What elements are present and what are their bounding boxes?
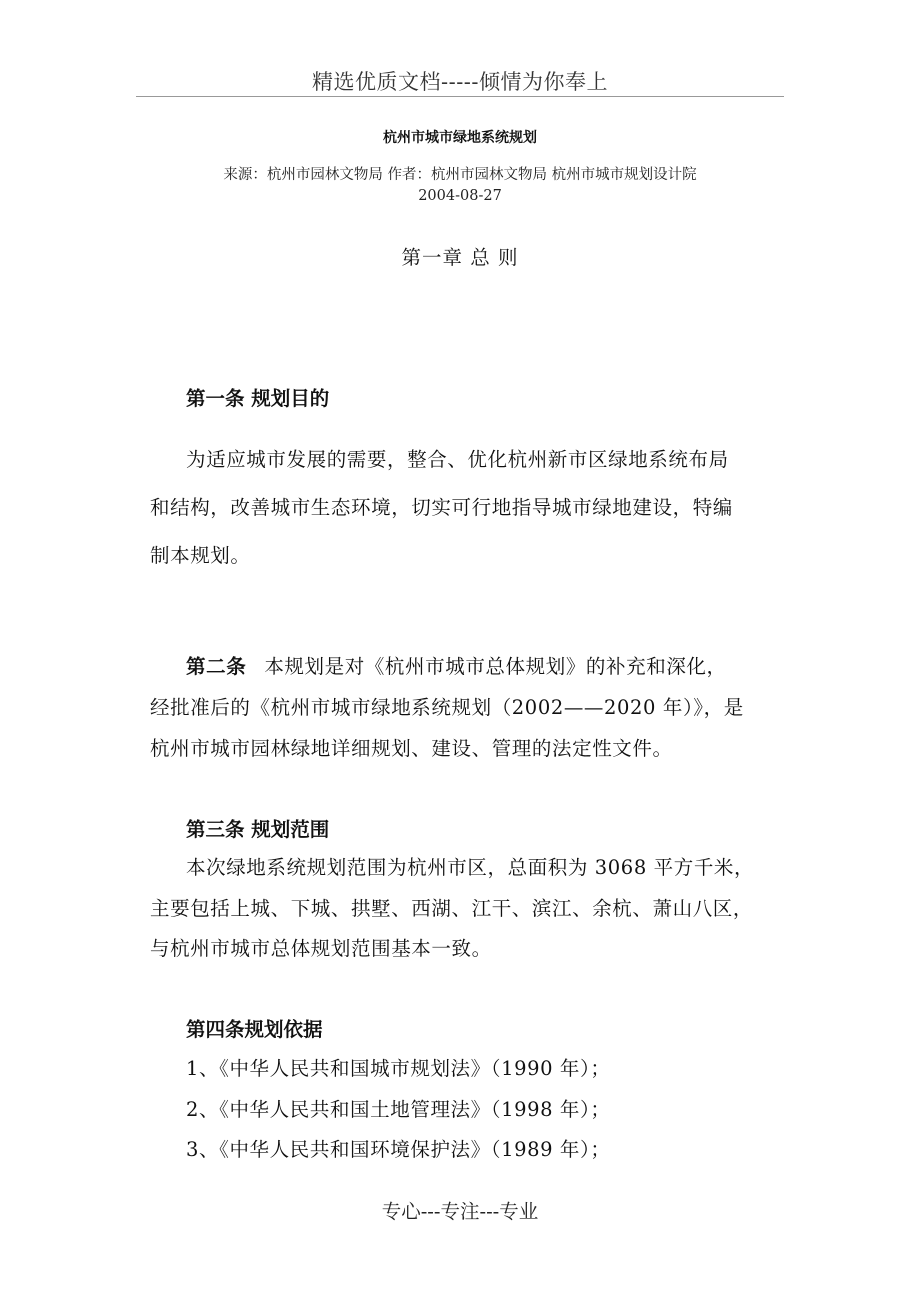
law-list-item: 1、《中华人民共和国城市规划法》（1990 年）；: [186, 1057, 611, 1080]
article-1-heading: 第一条 规划目的: [186, 387, 330, 410]
article-2-first-line: [186, 651, 727, 679]
page-footer-text: 专心---专注---专业: [381, 1200, 539, 1223]
page-header-text: 精选优质文档-----倾情为你奉上: [312, 70, 608, 94]
document-source-author: 来源：杭州市园林文物局 作者：杭州市园林文物局 杭州市城市规划设计院: [223, 167, 697, 183]
header-divider: [136, 96, 784, 97]
article-4-heading: 第四条规划依据: [186, 1018, 323, 1041]
article-2-line: 经批准后的《杭州市城市绿地系统规划（2002——2020 年）》，是: [150, 696, 744, 719]
law-list-item: 3、《中华人民共和国环境保护法》（1989 年）；: [186, 1138, 611, 1161]
article-2-label: 第二条: [186, 655, 247, 678]
article-3-line: 主要包括上城、下城、拱墅、西湖、江干、滨江、余杭、萧山八区，: [150, 897, 754, 920]
document-title: 杭州市城市绿地系统规划: [383, 130, 537, 146]
article-2-line: 杭州市城市园林绿地详细规划、建设、管理的法定性文件。: [150, 737, 673, 760]
article-1-line: 为适应城市发展的需要，整合、优化杭州新市区绿地系统布局: [186, 448, 729, 471]
article-3-line: 与杭州市城市总体规划范围基本一致。: [150, 937, 492, 960]
law-list-item: 2、《中华人民共和国土地管理法》（1998 年）；: [186, 1098, 611, 1121]
article-3-line: 本次绿地系统规划范围为杭州市区，总面积为 3068 平方千米，: [186, 856, 755, 879]
article-2-first-text: 本规划是对《杭州市城市总体规划》的补充和深化，: [264, 655, 727, 678]
article-1-line: 和结构，改善城市生态环境，切实可行地指导城市绿地建设，特编: [150, 496, 733, 519]
document-date: 2004-08-27: [418, 188, 502, 204]
article-1-line: 制本规划。: [150, 544, 251, 567]
chapter-title: 第一章 总 则: [401, 246, 519, 269]
article-3-heading: 第三条 规划范围: [186, 818, 330, 841]
